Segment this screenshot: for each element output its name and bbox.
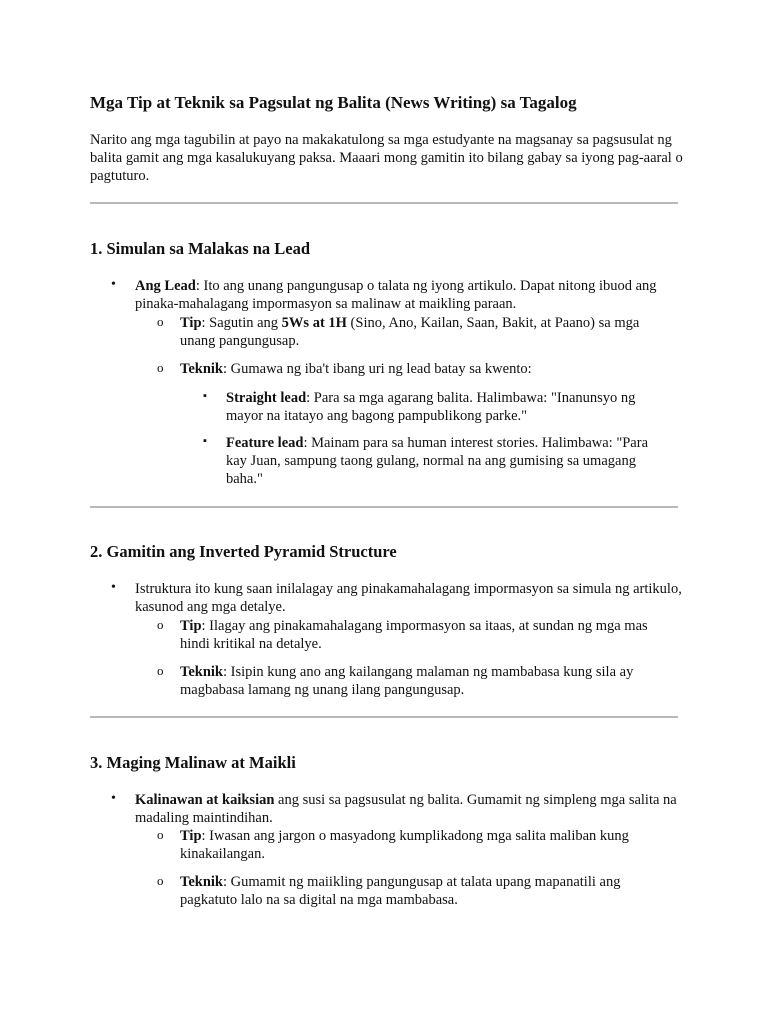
term-label: Ang Lead xyxy=(135,278,196,294)
circle-marker: o xyxy=(157,663,164,678)
nested-list-item: Feature lead: Mainam para sa human interest stories. Halimbawa: "Para kay Juan, sampung taong gulang, normal na ang gumising sa umagang baha." xyxy=(226,435,649,487)
sub-list-item: Tip: Iwasan ang jargon o masyadong kumplikadong mga salita maliban kung kinakailangan. xyxy=(180,828,629,862)
term-label: Teknik xyxy=(180,664,223,680)
bullet-marker: • xyxy=(111,580,116,595)
term-label: Tip xyxy=(180,828,202,844)
section-heading: 1. Simulan sa Malakas na Lead xyxy=(90,239,311,258)
circle-marker: o xyxy=(157,617,164,632)
circle-marker: o xyxy=(157,827,164,842)
section-divider xyxy=(90,202,678,204)
circle-marker: o xyxy=(157,873,164,888)
term-label: Kalinawan at kaiksian xyxy=(135,792,275,808)
section-heading: 2. Gamitin ang Inverted Pyramid Structure xyxy=(90,542,397,561)
square-marker: ▪ xyxy=(203,390,207,402)
list-item xyxy=(135,580,695,616)
sub-list-item: Teknik: Isipin kung ano ang kailangang malaman ng mambabasa kung sila ay magbabasa lamang ng unang ilang pangungusap. xyxy=(180,664,634,698)
sub-list-item: Tip: Ilagay ang pinakamahalagang impormasyon sa itaas, at sundan ng mga mas hindi kritikal na detalye. xyxy=(180,618,648,652)
sub-list-item: Teknik: Gumamit ng maiikling pangungusap at talata upang mapanatili ang pagkatuto lalo na sa digital na mga mambabasa. xyxy=(180,874,621,908)
term-label: Teknik xyxy=(180,361,223,377)
list-item xyxy=(135,277,695,313)
document-title: Mga Tip at Teknik sa Pagsulat ng Balita (News Writing) sa Tagalog xyxy=(90,93,577,112)
term-label: Feature lead xyxy=(226,435,304,451)
item-text: Istruktura ito kung saan inilalagay ang pinakamahalagang impormasyon sa simula ng artikulo, kasunod ang mga detalye. xyxy=(135,581,682,615)
square-marker: ▪ xyxy=(203,435,207,447)
term-label: Tip xyxy=(180,618,202,634)
bullet-marker: • xyxy=(111,277,116,292)
circle-marker: o xyxy=(157,360,164,375)
intro-paragraph: Narito ang mga tagubilin at payo na makakatulong sa mga estudyante na magsanay sa pagsusulat ng balita gamit ang mga kasalukuyang paksa. Maaari mong gamitin ito bilang gabay sa iyong pag-aaral o pagtuturo. xyxy=(90,132,683,184)
item-text: : Ito ang unang pangungusap o talata ng iyong artikulo. Dapat nitong ibuod ang pinaka-mahalagang impormasyon sa malinaw at maikling paraan. xyxy=(135,278,657,312)
section-divider xyxy=(90,506,678,508)
nested-list-item: Straight lead: Para sa mga agarang balita. Halimbawa: "Inanunsyo ng mayor na itatayo ang bagong pampublikong parke." xyxy=(226,390,636,424)
section-heading: 3. Maging Malinaw at Maikli xyxy=(90,753,296,772)
term-label: Teknik xyxy=(180,874,223,890)
emphasis-text: 5Ws at 1H xyxy=(281,315,347,331)
list-item: Kalinawan at kaiksian ang susi sa pagsusulat ng balita. Gumamit ng simpleng mga salita na madaling maintindihan. xyxy=(135,792,677,826)
bullet-marker: • xyxy=(111,791,116,806)
sub-list-item: Teknik: Gumawa ng iba't ibang uri ng lead batay sa kwento: xyxy=(180,361,532,377)
term-label: Straight lead xyxy=(226,390,307,406)
section-divider xyxy=(90,716,678,718)
sub-list-item: Tip: Sagutin ang 5Ws at 1H (Sino, Ano, Kailan, Saan, Bakit, at Paano) sa mga unang pangungusap. xyxy=(180,315,640,349)
term-label: Tip xyxy=(180,315,202,331)
circle-marker: o xyxy=(157,314,164,329)
